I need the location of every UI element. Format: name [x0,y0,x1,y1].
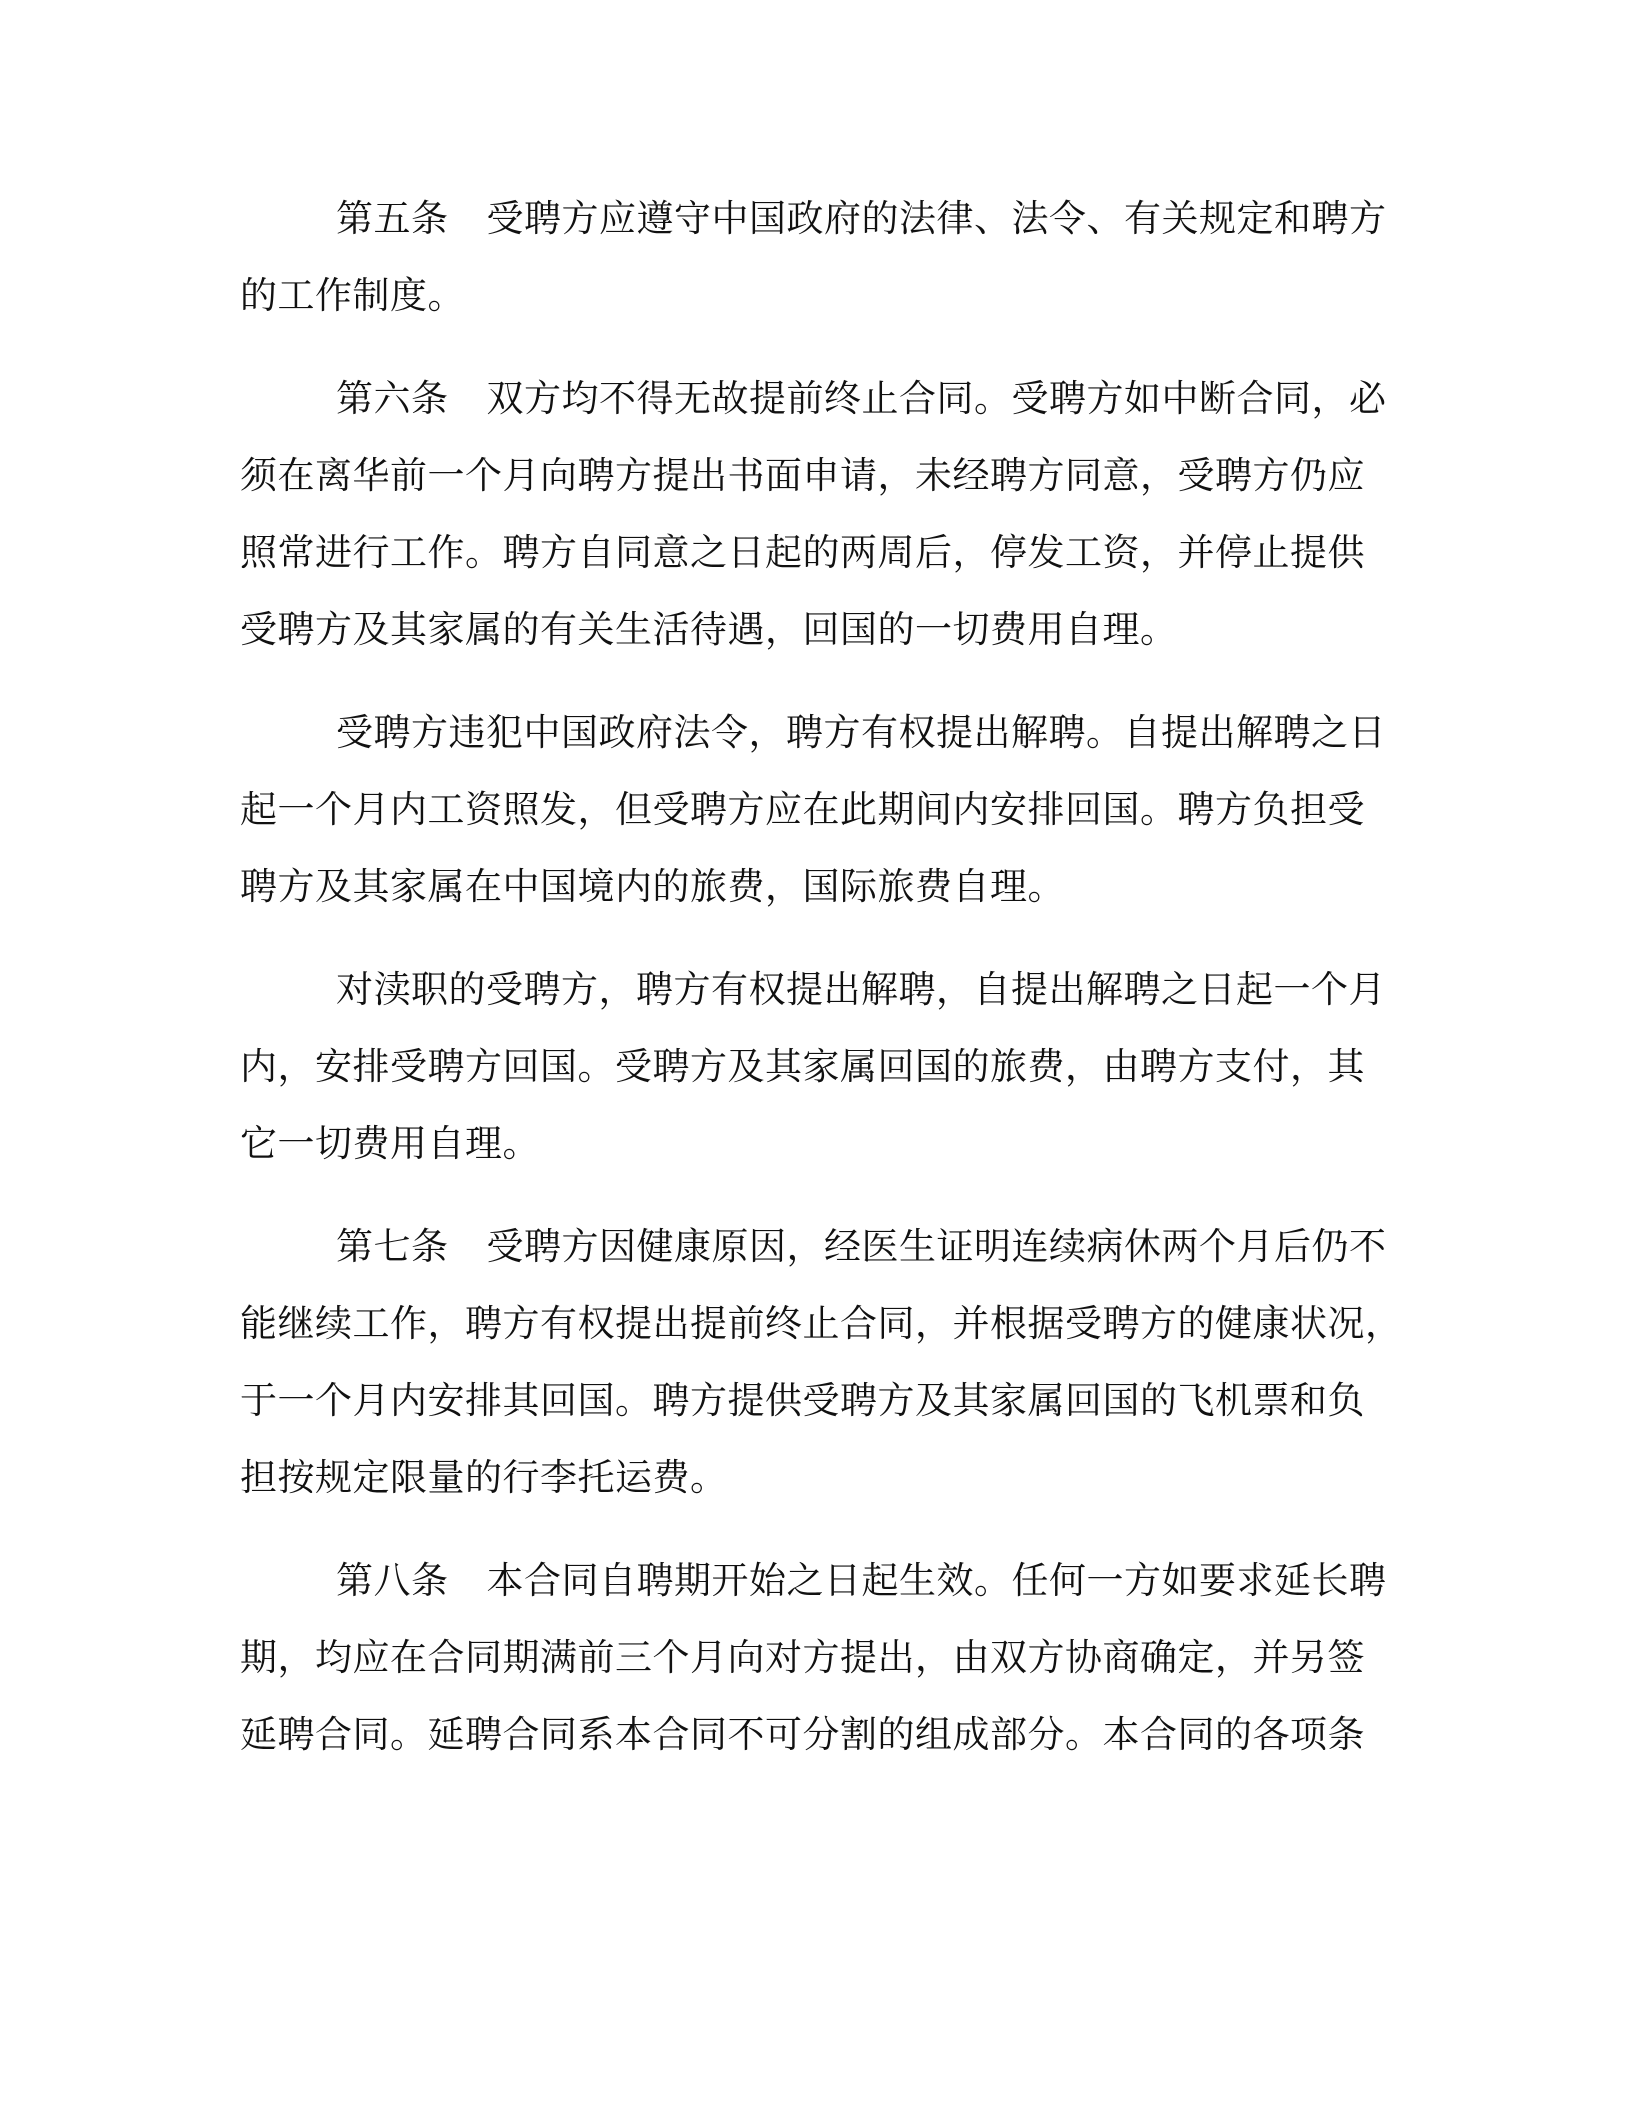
paragraph-line: 受聘方违犯中国政府法令，聘方有权提出解聘。自提出解聘之日 [336,711,1386,754]
paragraph-line: 起一个月内工资照发，但受聘方应在此期间内安排回国。聘方负担受 [240,788,1365,831]
paragraph-line [240,1208,1390,1285]
paragraph-article-5 [240,180,1390,334]
article-number: 第七条 [336,1225,449,1268]
line-text: 双方均不得无故提前终止合同。受聘方如中断合同，必 [486,377,1387,420]
paragraph-dismissal-violation [240,694,1390,925]
paragraph-line: 能继续工作，聘方有权提出提前终止合同，并根据受聘方的健康状况， [240,1302,1403,1345]
paragraph-line: 延聘合同。延聘合同系本合同不可分割的组成部分。本合同的各项条 [240,1713,1365,1756]
paragraph-line: 内，安排受聘方回国。受聘方及其家属回国的旅费，由聘方支付，其 [240,1045,1365,1088]
paragraph-article-7 [240,1208,1403,1516]
paragraph-line [240,180,1390,257]
paragraph-line: 于一个月内安排其回国。聘方提供受聘方及其家属回国的飞机票和负 [240,1379,1365,1422]
article-number: 第五条 [336,197,449,240]
paragraph-line [240,1542,1390,1619]
article-number: 第八条 [336,1559,449,1602]
paragraph-line [240,360,1390,437]
paragraph-line: 聘方及其家属在中国境内的旅费，国际旅费自理。 [240,865,1065,908]
paragraph-line: 担按规定限量的行李托运费。 [240,1456,728,1499]
paragraph-dismissal-negligence [240,951,1390,1182]
paragraph-line: 受聘方及其家属的有关生活待遇，回国的一切费用自理。 [240,608,1178,651]
paragraph-article-6 [240,360,1390,668]
paragraph-article-8 [240,1542,1390,1773]
paragraph-line: 期，均应在合同期满前三个月向对方提出，由双方协商确定，并另签 [240,1636,1365,1679]
paragraph-line: 对渎职的受聘方，聘方有权提出解聘，自提出解聘之日起一个月 [336,968,1386,1011]
line-text: 受聘方应遵守中国政府的法律、法令、有关规定和聘方 [486,197,1387,240]
article-number: 第六条 [336,377,449,420]
paragraph-line: 须在离华前一个月向聘方提出书面申请，未经聘方同意，受聘方仍应 [240,454,1365,497]
paragraph-line: 照常进行工作。聘方自同意之日起的两周后，停发工资，并停止提供 [240,531,1365,574]
line-text: 受聘方因健康原因，经医生证明连续病休两个月后仍不 [486,1225,1387,1268]
paragraph-line: 的工作制度。 [240,274,465,317]
document-body [240,180,1403,1799]
line-text: 本合同自聘期开始之日起生效。任何一方如要求延长聘 [486,1559,1387,1602]
paragraph-line: 它一切费用自理。 [240,1122,540,1165]
